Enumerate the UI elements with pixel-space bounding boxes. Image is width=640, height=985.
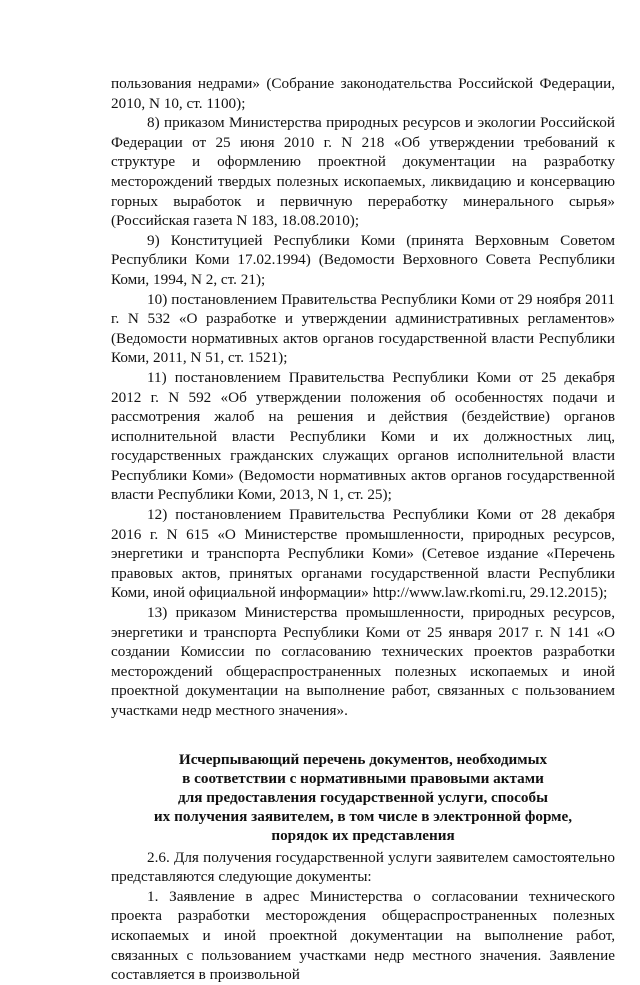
section-heading — [111, 750, 615, 846]
heading-line: в соответствии с нормативными правовыми актами — [182, 769, 544, 787]
heading-line: для предоставления государственной услуги, способы — [178, 789, 548, 806]
paragraph-2-6: 2.6. Для получения государственной услуги заявителем самостоятельно представляются следующие документы: — [111, 848, 615, 886]
paragraph-12: 12) постановлением Правительства Республики Коми от 28 декабря 2016 г. N 615 «О Министерстве промышленности, природных ресурсов, энергетики и транспорта Республики Коми» (Сетевое издание «Перечень правовых актов, принятых органами государственной власти Республики Коми, иной официальной информации» http://www.law.rkomi.ru, 29.12.2015); — [111, 506, 615, 602]
paragraph-2-6-item-1: 1. Заявление в адрес Министерства о согласовании технического проекта разработки месторождения общераспространенных полезных ископаемых и иной проектной документации на выполнение работ, связанных с пользованием участками недр местного значения. Заявление составляется в произвольной — [111, 887, 615, 984]
heading-line: Исчерпывающий перечень документов, необходимых — [178, 750, 548, 768]
paragraph-7-continuation: пользования недрами» (Собрание законодательства Российской Федерации, 2010, N 10, ст. 1100); — [111, 75, 615, 112]
paragraph-8: 8) приказом Министерства природных ресурсов и экологии Российской Федерации от 25 июня 2010 г. N 218 «Об утверждении требований к структуре и оформлению проектной документации на разработку месторождений твердых полезных ископаемых, ликвидацию и консервацию горных выработок и первичную переработку минерального сырья» (Российская газета N 183, 18.08.2010); — [111, 114, 615, 230]
heading-line: их получения заявителем, в том числе в электронной форме, — [153, 808, 573, 826]
heading-line: порядок их представления — [271, 827, 455, 845]
paragraph-9: 9) Конституцией Республики Коми (принята Верховным Советом Республики Коми 17.02.1994) (Ведомости Верховного Совета Республики Коми, 1994, N 2, ст. 21); — [111, 231, 615, 288]
paragraph-13: 13) приказом Министерства промышленности, природных ресурсов, энергетики и транспорта Республики Коми от 25 января 2017 г. N 141 «О создании Комиссии по согласованию технических проектов разработки месторождений общераспространенных полезных ископаемых и иной проектной документации на выполнение работ, связанных с пользованием участками недр местного значения». — [111, 604, 615, 719]
paragraph-10: 10) постановлением Правительства Республики Коми от 29 ноября 2011 г. N 532 «О разработке и утверждении административных регламентов» (Ведомости нормативных актов органов государственной власти Республики Коми, 2011, N 51, ст. 1521); — [111, 290, 615, 367]
document-body — [111, 74, 615, 985]
paragraph-11: 11) постановлением Правительства Республики Коми от 25 декабря 2012 г. N 592 «Об утверждении положения об особенностях подачи и рассмотрения жалоб на решения и действия (бездействие) органов исполнительной власти Республики Коми и их должностных лиц, государственных гражданских служащих органов исполнительной власти Республики Коми» (Ведомости нормативных актов органов государственной власти Республики Коми, 2013, N 1, ст. 25); — [111, 368, 615, 504]
